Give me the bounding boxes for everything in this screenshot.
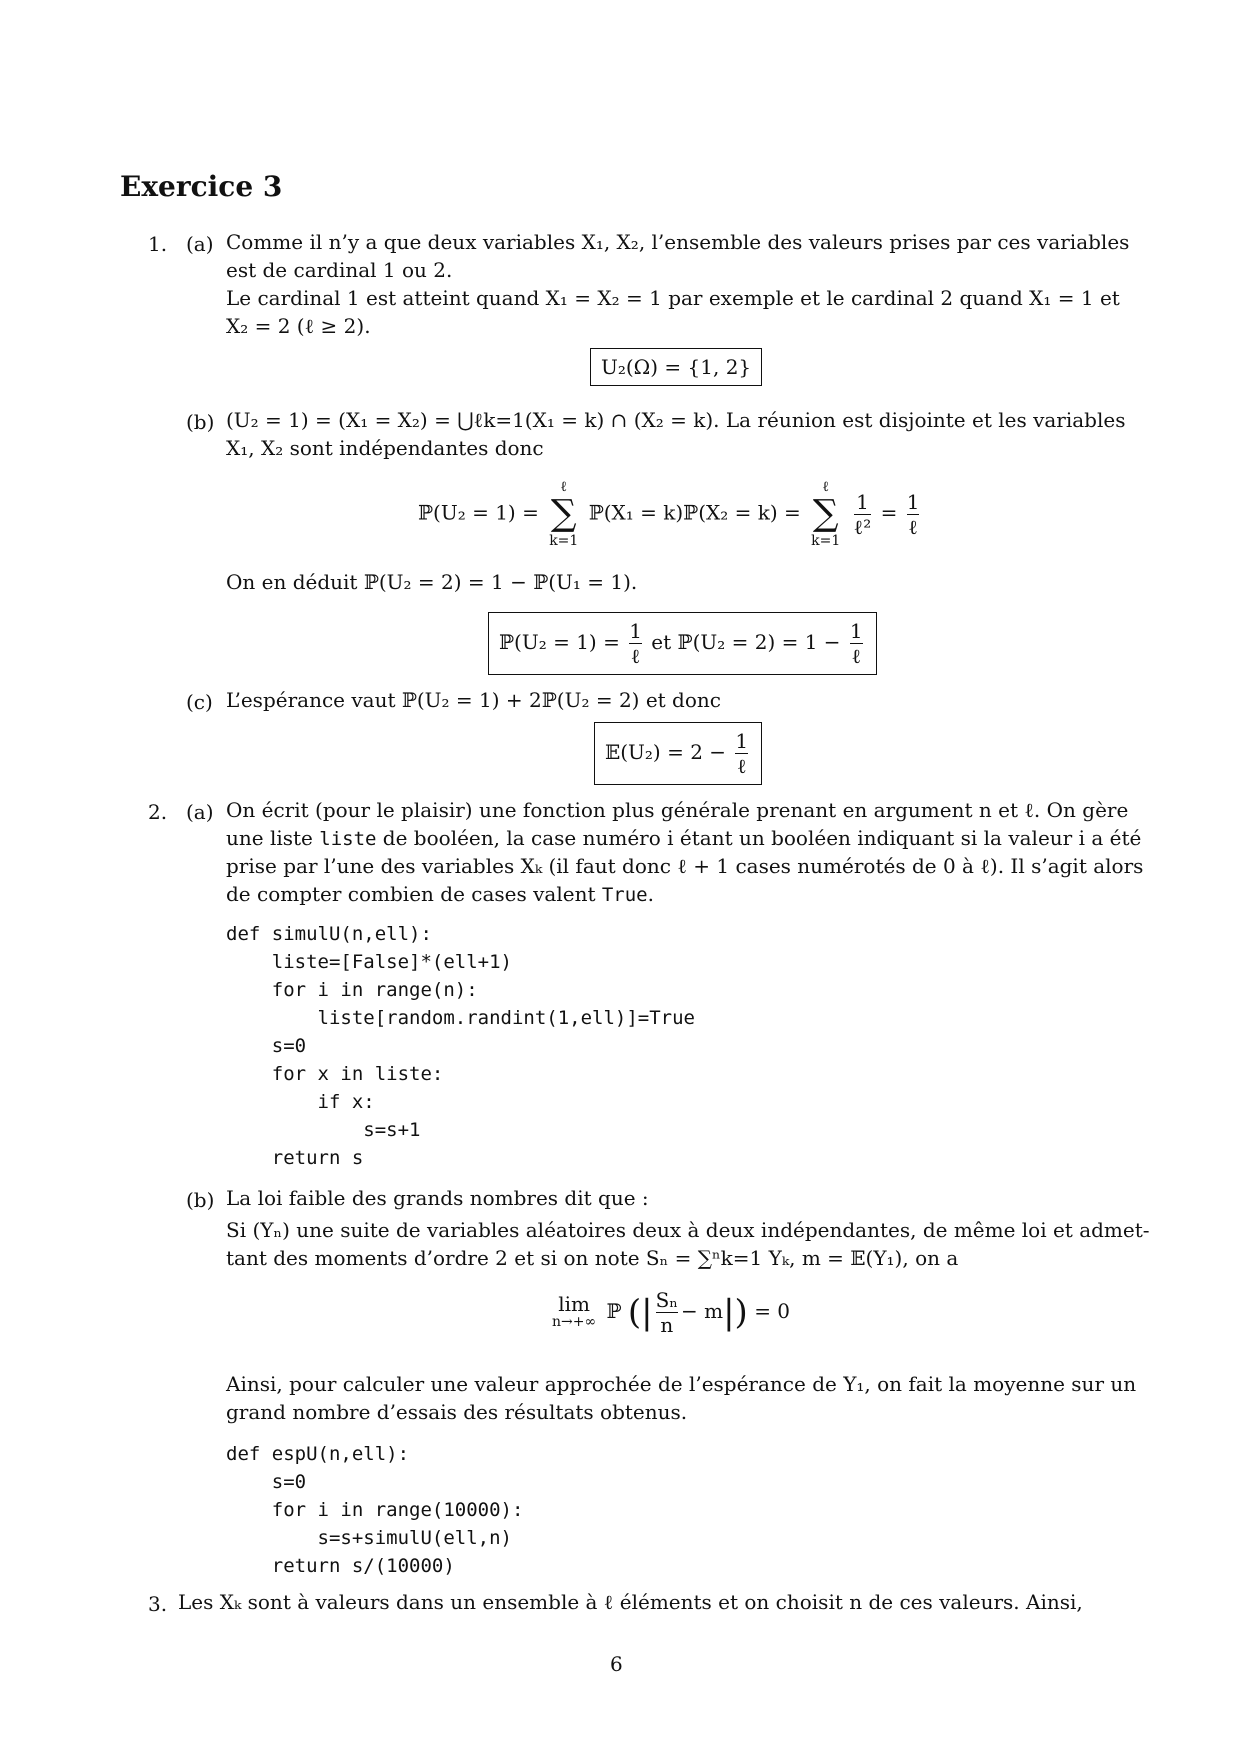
question-3-line-1: Les Xₖ sont à valeurs dans un ensemble à ℓ éléments et on choisit n de ces valeurs. Ainsi, [178, 1590, 1083, 1614]
part-2b-line-1: La loi faible des grands nombres dit que : [226, 1186, 649, 1210]
code-block-espU: def espU(n,ell): s=0 for i in range(10000): s=s+simulU(ell,n) return s/(10000) [226, 1443, 524, 1577]
lim-text: lim [558, 1291, 590, 1316]
sum-2-bottom: k=1 [811, 533, 841, 549]
code-block-simulU: def simulU(n,ell): liste=[False]*(ell+1) for i in range(n): liste[random.randint(1,ell)]=True s=0 for x in liste: if x: s=s+1 return s [226, 923, 695, 1169]
boxed-result-u2-omega: U₂(Ω) = {1, 2} [590, 348, 762, 386]
limit-minus-m: − m [681, 1299, 724, 1323]
text-segment: de booléen, la case numéro i étant un booléen indiquant si la valeur i a été [376, 826, 1142, 850]
fraction-numerator: 1 [906, 489, 920, 514]
fraction-numerator: Sₙ [655, 1288, 678, 1312]
probability-symbol: ℙ [606, 1299, 622, 1323]
box-fraction-2 [850, 619, 863, 668]
part-1a-line-2: est de cardinal 1 ou 2. [226, 258, 453, 282]
equation-left: ℙ(U₂ = 1) = [418, 500, 539, 525]
part-2a-line-1: On écrit (pour le plaisir) une fonction plus générale prenant en argument n et ℓ. On gère [226, 798, 1129, 822]
deduction-line: On en déduit ℙ(U₂ = 2) = 1 − ℙ(U₁ = 1). [226, 570, 638, 594]
sum-1-symbol: ∑ [550, 493, 577, 534]
text-segment: de compter combien de cases valent [226, 882, 602, 906]
part-1a-line-3: Le cardinal 1 est atteint quand X₁ = X₂ = 1 par exemple et le cardinal 2 quand X₁ = 1 et [226, 286, 1120, 310]
page-number: 6 [610, 1652, 623, 1676]
boxed-result-probabilities [488, 612, 877, 675]
equation-middle: ℙ(X₁ = k)ℙ(X₂ = k) = [588, 500, 801, 525]
part-1a-line-4: X₂ = 2 (ℓ ≥ 2). [226, 314, 371, 338]
part-1a-line-1: Comme il n’y a que deux variables X₁, X₂, l’ensemble des valeurs prises par ces variables [226, 230, 1130, 254]
limit-operator [552, 1291, 597, 1331]
sum-1 [549, 478, 578, 550]
box-fraction [735, 729, 748, 778]
part-2b-line-5: grand nombre d’essais des résultats obtenus. [226, 1400, 688, 1424]
sum-1-bottom: k=1 [549, 533, 579, 549]
part-1c-label: (c) [186, 690, 213, 714]
exercise-title: Exercice 3 [120, 170, 283, 203]
question-1-number: 1. [148, 232, 168, 256]
fraction-numerator: 1 [856, 489, 869, 514]
inline-code-true: True [601, 884, 648, 906]
text-segment: . [647, 882, 654, 906]
part-1b-label: (b) [186, 410, 215, 434]
sum-2-symbol: ∑ [812, 493, 839, 534]
fraction-denominator: ℓ [851, 644, 862, 668]
part-2a-line-3: prise par l’une des variables Xₖ (il faut donc ℓ + 1 cases numérotés de 0 à ℓ). Il s’agit alors [226, 854, 1144, 878]
part-2b-line-2: Si (Yₙ) une suite de variables aléatoires deux à deux indépendantes, de même loi et admet- [226, 1218, 1150, 1242]
part-1c-line-1: L’espérance vaut ℙ(U₂ = 1) + 2ℙ(U₂ = 2) et donc [226, 688, 721, 712]
fraction-denominator: ℓ [736, 754, 747, 778]
part-1a-label: (a) [186, 232, 214, 256]
lim-subscript: n→+∞ [552, 1313, 597, 1330]
box-left-text: ℙ(U₂ = 1) = [499, 630, 620, 654]
sum-2 [811, 478, 840, 550]
fraction-1-over-l-squared [854, 490, 872, 539]
limit-equation: lim n→+∞ ℙ (| $\frac{\text{Sₙ}}{n}$ − m|) = 0 [552, 1288, 791, 1337]
boxed-result-expectation [594, 722, 762, 785]
inline-code-liste: liste [319, 828, 377, 850]
fraction-denominator: ℓ² [853, 514, 872, 539]
box-left-text: 𝔼(U₂) = 2 − [605, 740, 727, 764]
fraction-numerator: 1 [735, 729, 749, 753]
fraction-numerator: 1 [849, 619, 863, 643]
equals-sign: = [880, 500, 898, 525]
part-2a-label: (a) [186, 800, 214, 824]
fraction-denominator: ℓ [908, 514, 918, 539]
fraction-numerator: 1 [629, 619, 642, 643]
equation-p-u2-1 [418, 478, 922, 550]
question-3-number: 3. [148, 1592, 168, 1616]
part-2a-line-2 [226, 824, 1141, 853]
text-segment: une liste [226, 826, 320, 850]
fraction-denominator: ℓ [630, 644, 641, 668]
part-1b-line-1: (U₂ = 1) = (X₁ = X₂) = ⋃ℓk=1(X₁ = k) ∩ (X₂ = k). La réunion est disjointe et les variables [226, 408, 1126, 432]
limit-equals-zero: = 0 [754, 1299, 791, 1323]
fraction-denominator: n [656, 1312, 678, 1337]
question-2-number: 2. [148, 800, 168, 824]
part-2b-line-3: tant des moments d’ordre 2 et si on note Sₙ = ∑ⁿk=1 Yₖ, m = 𝔼(Y₁), on a [226, 1246, 959, 1270]
box-middle-text: et ℙ(U₂ = 2) = 1 − [651, 630, 841, 654]
sum-2-top: ℓ [822, 479, 830, 495]
sum-1-top: ℓ [560, 479, 568, 495]
part-2a-line-4 [226, 880, 654, 909]
limit-fraction [656, 1288, 678, 1337]
box-fraction-1 [629, 619, 642, 668]
fraction-1-over-l [907, 490, 920, 539]
part-1b-line-2: X₁, X₂ sont indépendantes donc [226, 436, 544, 460]
part-2b-line-4: Ainsi, pour calculer une valeur approchée de l’espérance de Y₁, on fait la moyenne sur un [226, 1372, 1137, 1396]
part-2b-label: (b) [186, 1188, 215, 1212]
